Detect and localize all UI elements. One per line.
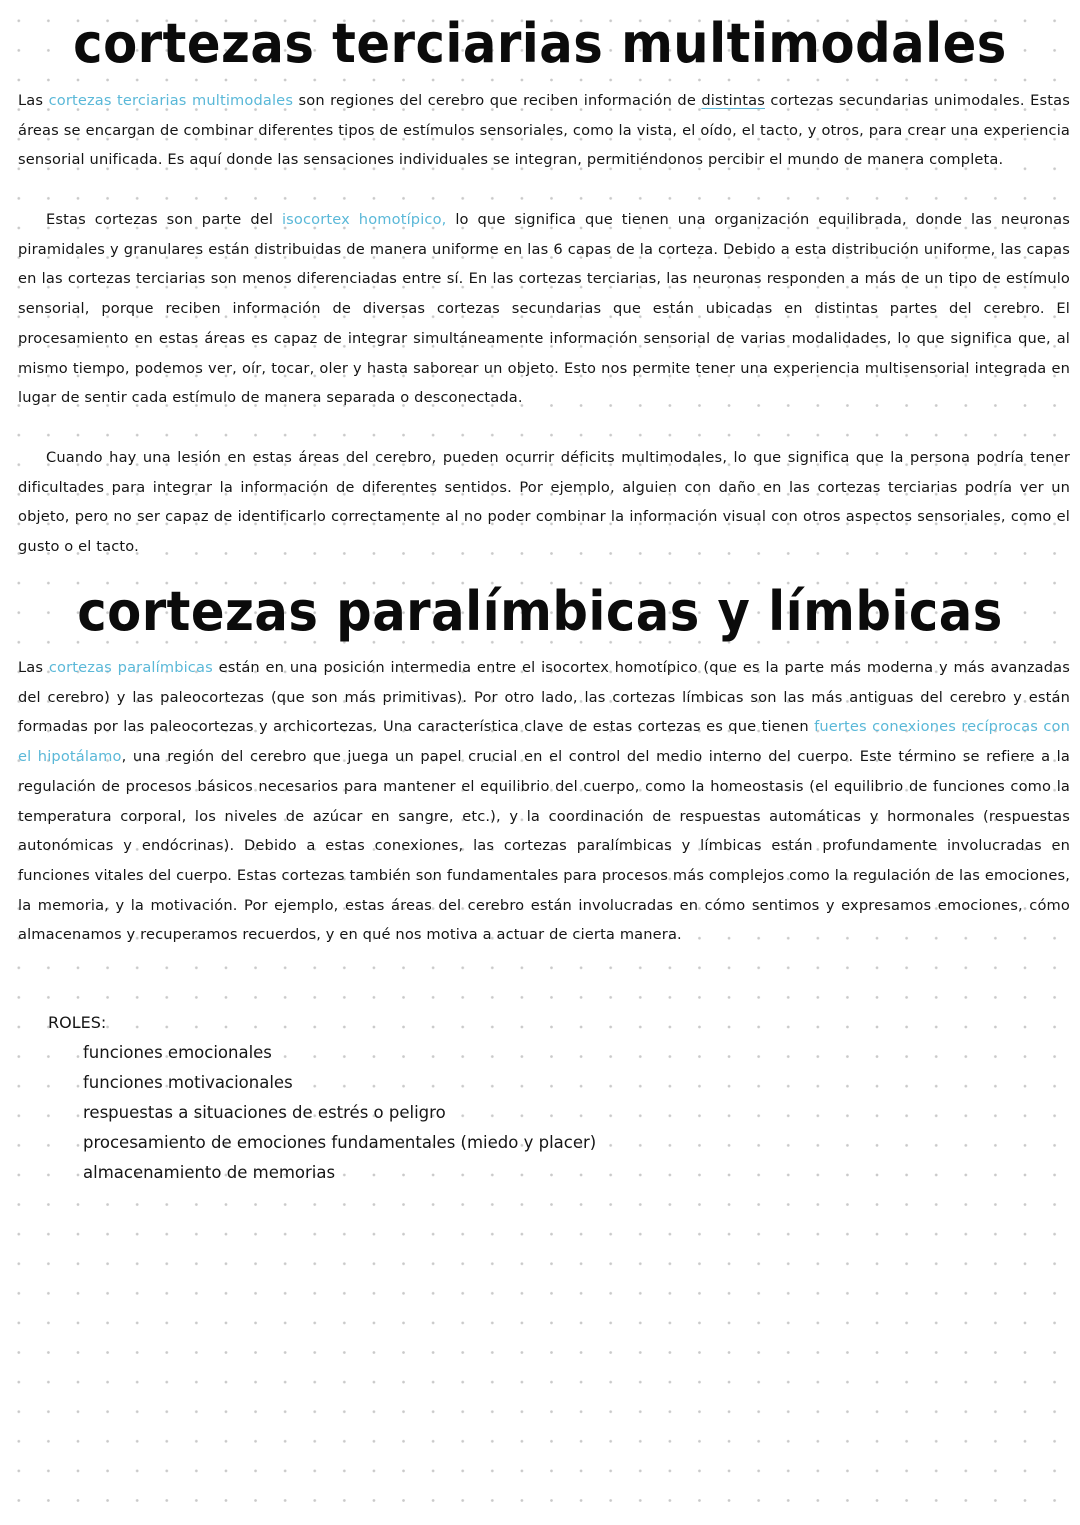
paragraph-intro-terciarias (18, 86, 1070, 175)
paragraph-isocortex (18, 205, 1070, 413)
roles-label: ROLES: (48, 1013, 107, 1032)
text: son regiones del cerebro que reciben información de (293, 92, 702, 109)
section-title-cortezas-paralimbicas: cortezas paralímbicas y límbicas (77, 580, 1003, 643)
highlighted-term: cortezas paralímbicas (48, 659, 213, 676)
list-item: funciones emocionales (83, 1043, 272, 1062)
list-item: almacenamiento de memorias (83, 1163, 336, 1182)
highlighted-term: isocortex homotípico, (281, 211, 447, 228)
underlined-word: distintas (701, 92, 765, 109)
section-title-cortezas-terciarias: cortezas terciarias multimodales (73, 12, 1007, 75)
text: Las (18, 92, 49, 109)
text: están en una posición intermedia entre el isocortex homotípico (que es la parte más moderna y más avanzadas del cerebro) y las paleocortezas (que son más primitivas). Por otro lado, las cortezas límbicas son las más antiguas del cerebro y están formadas por las paleocortezas y archicortezas. Una característica clave de estas cortezas es que tienen (18, 659, 1071, 736)
text: Las (18, 659, 49, 676)
highlighted-term: cortezas terciarias multimodales (48, 92, 294, 109)
list-item: funciones motivacionales (83, 1073, 293, 1092)
roles-list-section (48, 1008, 596, 1188)
paragraph-lesion: Cuando hay una lesión en estas áreas del cerebro, pueden ocurrir déficits multimodales, lo que significa que la persona podría tener dificultades para integrar la información de diferentes sentidos. Por ejemplo, alguien con daño en las cortezas terciarias podría ver un objeto, pero no ser capaz de identificarlo correctamente al no poder combinar la información visual con otros aspectos sensoriales, como el gusto o el tacto. (18, 449, 1070, 556)
text: , una región del cerebro que juega un papel crucial en el control del medio interno del cuerpo. Este término se refiere a la regulación de procesos básicos necesarios para mantener el equilibrio del cuerpo, como la homeostasis (el equilibrio de funciones como la temperatura corporal, los niveles de azúcar en sangre, etc.), y la coordinación de respuestas automáticas y hormonales (respuestas autonómicas y endócrinas). Debido a estas conexiones, las cortezas paralímbicas y límbicas están profundamente involucradas en funciones vitales del cuerpo. Estas cortezas también son fundamentales para procesos más complejos como la regulación de las emociones, la memoria, y la motivación. Por ejemplo, estas áreas del cerebro están involucradas en cómo sentimos y expresamos emociones, cómo almacenamos y recuperamos recuerdos, y en qué nos motiva a actuar de cierta manera. (18, 748, 1070, 944)
highlighted-term: fuertes conexiones recíprocas con el hipotálamo (18, 718, 1070, 766)
paragraph-paralimbicas (18, 653, 1070, 950)
list-item: procesamiento de emociones fundamentales (miedo y placer) (83, 1133, 597, 1152)
text: Estas cortezas son parte del (46, 211, 282, 228)
roles-list (48, 1038, 596, 1188)
text: lo que significa que tienen una organización equilibrada, donde las neuronas piramidales y granulares están distribuidas de manera uniforme en las 6 capas de la corteza. Debido a esta distribución uniforme, las capas en las cortezas terciarias son menos diferenciadas entre sí. En las cortezas terciarias, las neuronas responden a más de un tipo de estímulo sensorial, porque reciben información de diversas cortezas secundarias que están ubicadas en distintas partes del cerebro. El procesamiento en estas áreas es capaz de integrar simultáneamente información sensorial de varias modalidades, lo que significa que, al mismo tiempo, podemos ver, oír, tocar, oler y hasta saborear un objeto. Esto nos permite tener una experiencia multisensorial integrada en lugar de sentir cada estímulo de manera separada o desconectada. (18, 211, 1070, 407)
list-item: respuestas a situaciones de estrés o peligro (83, 1103, 446, 1122)
text: cortezas secundarias unimodales. Estas áreas se encargan de combinar diferentes tipos de estímulos sensoriales, como la vista, el oído, el tacto, y otros, para crear una experiencia sensorial unificada. Es aquí donde las sensaciones individuales se integran, permitiéndonos percibir el mundo de manera completa. (18, 92, 1070, 169)
